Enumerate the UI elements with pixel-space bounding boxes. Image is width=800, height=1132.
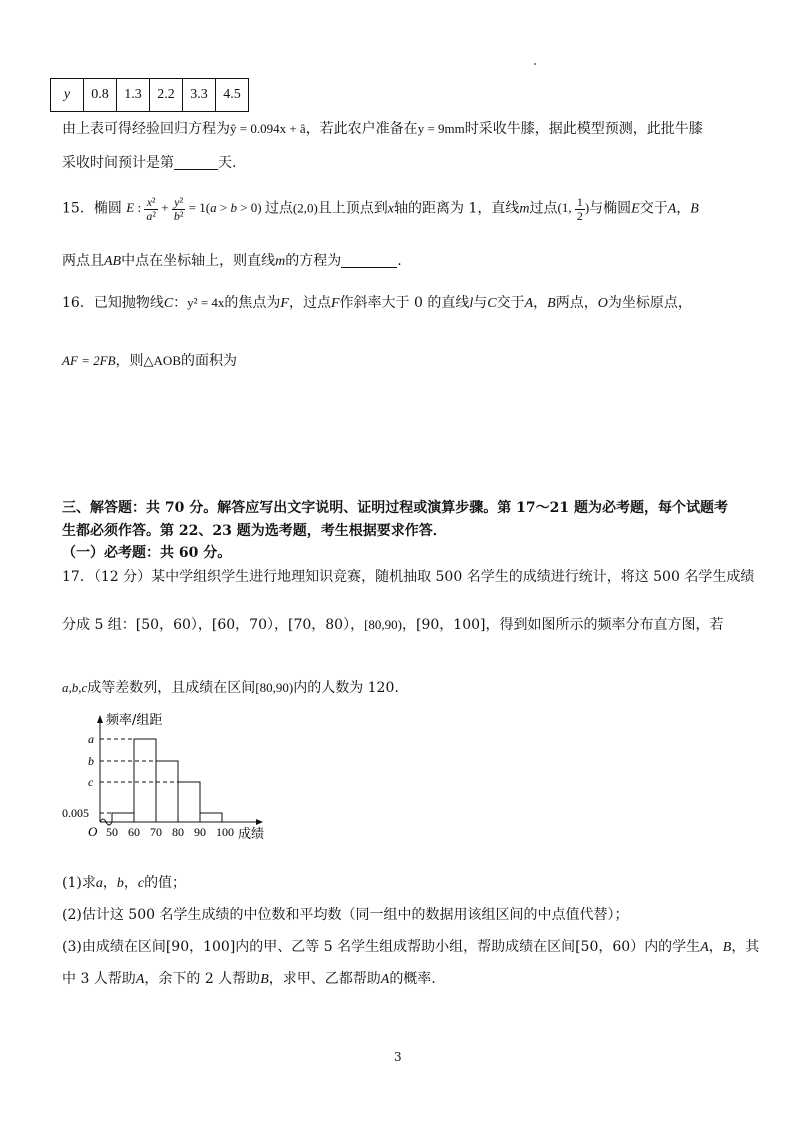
x-tick-label: 100 xyxy=(216,825,234,839)
q16-text: 的焦点为 xyxy=(224,295,281,311)
answer-blank[interactable] xyxy=(341,253,397,268)
var-c: c xyxy=(137,876,145,891)
var-B: B xyxy=(260,972,269,987)
q14-line1 xyxy=(62,118,703,138)
table-cell: 3.3 xyxy=(183,79,216,112)
histogram-bar xyxy=(112,813,134,822)
var-A: A xyxy=(135,972,145,987)
var-A: A xyxy=(700,940,709,955)
q14-text: 采收时间预计是第 xyxy=(62,155,174,171)
histogram-bar xyxy=(134,739,156,822)
histogram-bar xyxy=(156,761,178,822)
var-A: A xyxy=(524,296,534,311)
frequency-histogram xyxy=(58,712,318,847)
q15-text: 交于 xyxy=(639,200,668,217)
var-C: C xyxy=(487,296,497,311)
table-cell: 4.5 xyxy=(216,79,249,112)
q17-text: 中 3 人帮助 xyxy=(62,971,136,987)
section3-line2: 生都必须作答。第 22、23 题为选考题，考生根据要求作答． xyxy=(62,523,447,539)
q16-text: ： xyxy=(173,295,188,311)
y-tick-label: c xyxy=(88,775,94,789)
q16-text: 与 xyxy=(473,295,488,311)
table-cell: 1.3 xyxy=(117,79,150,112)
q17-text: ，其 xyxy=(731,939,760,955)
q16-text: 两点， xyxy=(555,295,598,311)
table-cell: 2.2 xyxy=(150,79,183,112)
q15-text: 的方程为 xyxy=(285,253,342,269)
ellipse-equation: E : $\frac{\text{x²}}{\text{a²}}$ + $\frac{\text{y²}}{\text{b²}}$ = 1(a > b > 0) xyxy=(126,195,265,223)
section3-sub: （一）必考题：共 60 分。 xyxy=(62,545,232,561)
var-A: A xyxy=(667,201,677,217)
q16-text: ，则 xyxy=(115,353,144,369)
section3-line1: 三、解答题：共 70 分。解答应写出文字说明、证明过程或演算步骤。第 17～21 题为必考题，每个试题考 xyxy=(62,500,728,516)
var-a: a xyxy=(95,876,103,891)
x-tick-label: 90 xyxy=(194,825,206,839)
x-tick-label: 80 xyxy=(172,825,184,839)
var-l: l xyxy=(469,296,474,311)
interval-80-90: [80,90) xyxy=(255,680,294,695)
q15-text: 与椭圆 xyxy=(589,200,632,217)
q17-text: (3)由成绩在区间[90，100]内的甲、乙等 5 名学生组成帮助小组，帮助成绩在区间[50，60）内的学生 xyxy=(62,939,701,955)
var-F: F xyxy=(280,296,289,311)
q14-text: 时采收牛膝，据此模型预测，此批牛膝 xyxy=(464,121,703,137)
q16-text: 作斜率大于 0 的直线 xyxy=(339,295,470,311)
parabola-equation: y² = 4x xyxy=(187,295,225,310)
y-tick-label: b xyxy=(88,754,94,768)
q14-text: ，若此农户准备在 xyxy=(305,121,418,137)
q17-text: ， xyxy=(102,875,117,891)
x-axis-arrow xyxy=(256,819,263,825)
var-x: x xyxy=(387,201,394,217)
var-B: B xyxy=(547,296,556,311)
q16-text: ，过点 xyxy=(288,295,331,311)
q17-text: ，求甲、乙都帮助 xyxy=(268,971,381,987)
var-E: E xyxy=(631,201,640,217)
q17-part3-line1: (3)由成绩在区间[90，100]内的甲、乙等 5 名学生组成帮助小组，帮助成绩在区间[50，60）内的学生A，B，其 xyxy=(62,939,760,955)
page-number: 3 xyxy=(394,1050,402,1064)
q17-text: 分成 5 组：[50，60），[60，70），[70，80）， xyxy=(62,617,365,633)
data-table xyxy=(50,78,249,112)
var-AB: AB xyxy=(104,254,122,269)
y-tick-label: a xyxy=(88,732,94,746)
vector-equation: AF = 2FB xyxy=(62,353,116,368)
q17-line1: 17．（12 分）某中学组织学生进行地理知识竞赛，随机抽取 500 名学生的成绩进行统计，将这 500 名学生成绩 xyxy=(62,569,755,585)
q17-text: ，余下的 2 人帮助 xyxy=(144,971,261,987)
q14-text: 由上表可得经验回归方程为 xyxy=(62,121,230,137)
q16-text: 的面积为 xyxy=(181,353,237,369)
point-2-0: (2,0) xyxy=(292,200,318,216)
q15-text: 轴的距离为 1，直线 xyxy=(394,200,520,217)
point-1-half: (1, $\frac{1}{2}$ ) xyxy=(557,195,590,223)
y-axis-label: 频率/组距 xyxy=(106,713,163,728)
q17-text: ， xyxy=(123,875,138,891)
regression-equation: ŷ = 0.094x + â xyxy=(230,121,306,136)
var-m: m xyxy=(519,201,530,217)
var-b: b xyxy=(116,876,124,891)
q17-text: 的概率. xyxy=(389,971,436,987)
answer-blank[interactable] xyxy=(174,155,218,170)
q17-text: (1)求 xyxy=(62,875,96,891)
q17-text: 内的人数为 120. xyxy=(293,680,399,696)
histogram-bar xyxy=(200,813,222,822)
q17-part3-line2 xyxy=(62,968,436,988)
q15-text: 过点 xyxy=(529,200,558,217)
table-cell: 0.8 xyxy=(84,79,117,112)
dot-mark xyxy=(534,63,536,65)
origin-label: O xyxy=(88,824,98,839)
x-tick-label: 70 xyxy=(150,825,162,839)
var-C: C xyxy=(163,296,174,311)
q15-line2 xyxy=(62,250,402,270)
triangle-AOB: △AOB xyxy=(143,353,181,368)
q17-text: 成等差数列，且成绩在区间 xyxy=(87,680,256,696)
q15-text: 过点 xyxy=(264,200,293,217)
q15-text: . xyxy=(397,253,402,269)
q17-text: 的值； xyxy=(144,875,187,891)
q17-line3 xyxy=(62,677,399,697)
y-tick-label: 0.005 xyxy=(62,806,89,820)
q17-text: ，[90，100]，得到如图所示的频率分布直方图，若 xyxy=(402,617,724,633)
var-B: B xyxy=(722,940,732,955)
q15-text: 中点在坐标轴上，则直线 xyxy=(121,253,276,269)
q16-line1: 16．已知抛物线C：y² = 4x的焦点为F，过点F作斜率大于 0 的直线l与C交于A，B两点，O为坐标原点， xyxy=(62,295,692,311)
var-A: A xyxy=(380,972,390,987)
interval-80-90: [80,90) xyxy=(364,617,403,632)
q15-line1: 15．椭圆 E : $\frac{\text{x²}}{\text{a²}}$ + $\frac{\text{y²}}{\text{b²}}$ = 1(a > b > 0) 过点(2,0)且上顶点到x轴的距离为 1，直线m过点(1, $\frac{1}{2}$ )与椭圆E交于A，B xyxy=(62,195,699,223)
q17-line2 xyxy=(62,614,723,634)
var-m: m xyxy=(275,254,286,269)
q16-line2 xyxy=(62,350,237,370)
x-tick-label: 50 xyxy=(106,825,118,839)
harvest-condition: y = 9mm xyxy=(417,121,465,136)
q14-line2 xyxy=(62,152,236,172)
q17-part2: (2)估计这 500 名学生成绩的中位数和平均数（同一组中的数据用该组区间的中点值代替）； xyxy=(62,907,629,923)
abc-vars: a,b,c xyxy=(62,680,88,695)
q15-text: 且上顶点到 xyxy=(317,200,388,217)
q17-part1 xyxy=(62,872,186,892)
q16-number: 16．已知抛物线 xyxy=(62,295,164,311)
q16-text: 交于 xyxy=(496,295,525,311)
var-B: B xyxy=(690,201,699,217)
q15-text: 两点且 xyxy=(62,253,104,269)
table-header-y: y xyxy=(51,79,84,112)
q15-number: 15．椭圆 xyxy=(62,200,122,217)
y-axis-arrow xyxy=(97,715,103,723)
q14-text: 天. xyxy=(218,155,237,171)
var-O: O xyxy=(597,296,608,311)
x-axis-label: 成绩 xyxy=(238,827,265,842)
var-F: F xyxy=(330,296,340,311)
x-tick-label: 60 xyxy=(128,825,140,839)
histogram-bar xyxy=(178,782,200,822)
q16-text: 为坐标原点， xyxy=(607,295,692,311)
